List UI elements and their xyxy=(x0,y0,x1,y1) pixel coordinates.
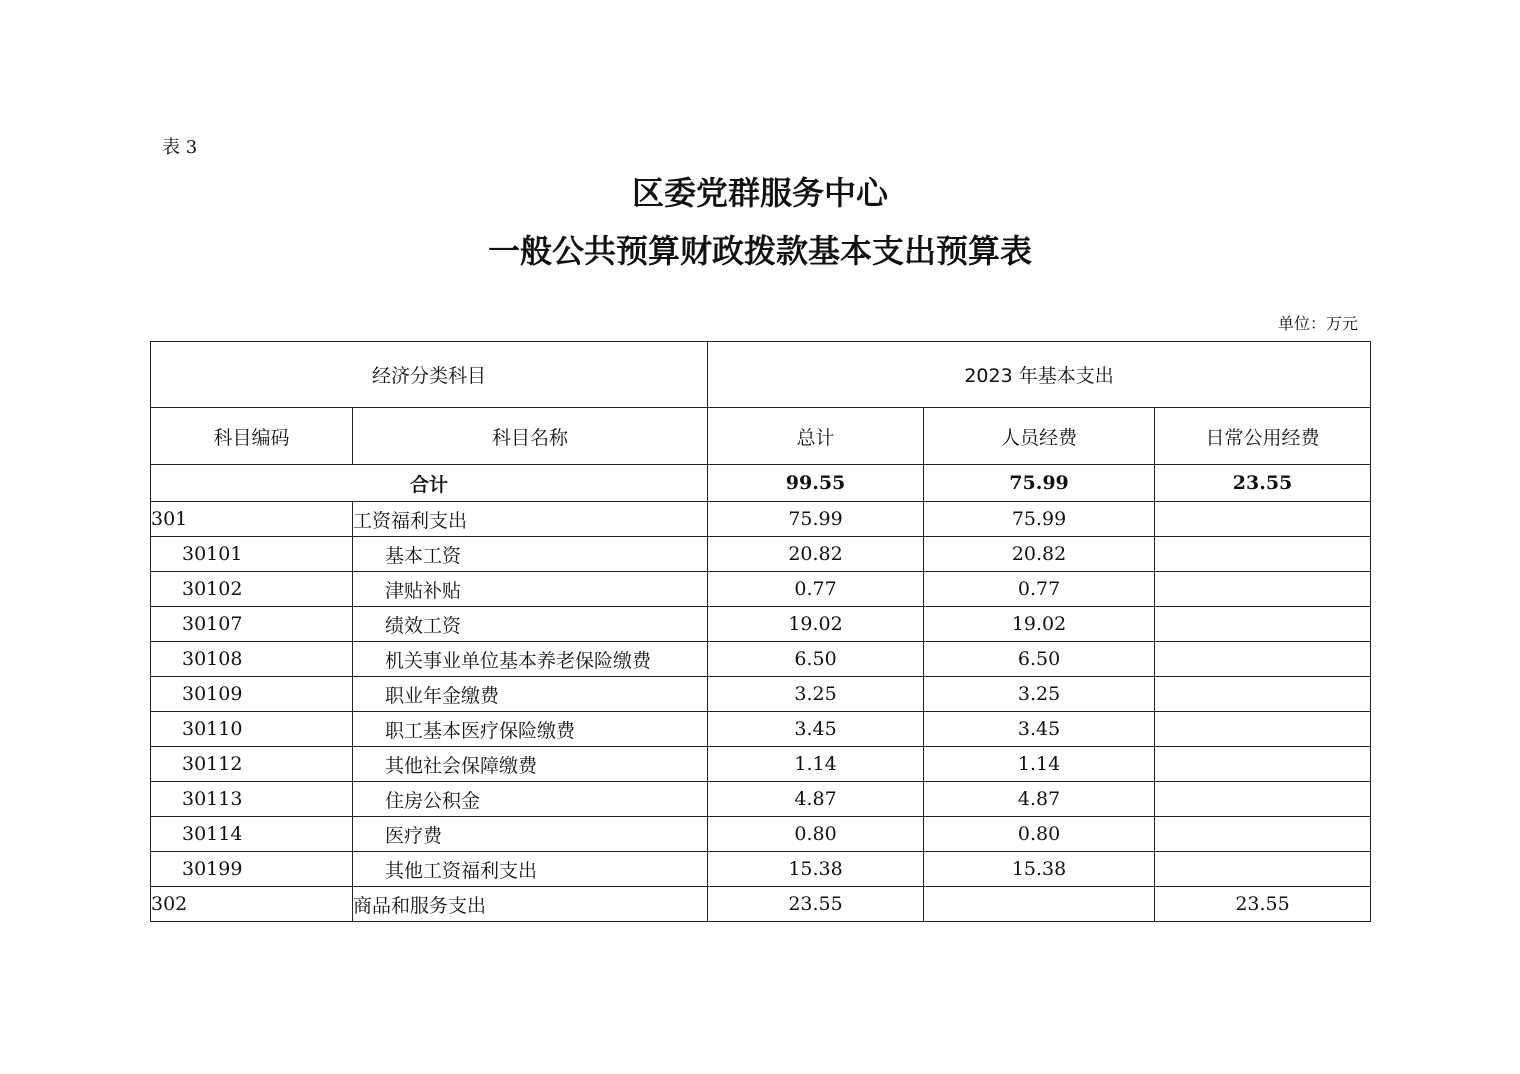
personnel-cell: 0.80 xyxy=(924,817,1155,852)
table-row xyxy=(151,537,1371,572)
total-cell: 6.50 xyxy=(708,642,924,677)
total-row xyxy=(151,465,1371,502)
table-number: 表 3 xyxy=(162,137,198,158)
personnel-cell: 4.87 xyxy=(924,782,1155,817)
header-row-columns xyxy=(151,408,1371,465)
subject-code-cell: 30199 xyxy=(151,852,353,887)
personnel-cell: 19.02 xyxy=(924,607,1155,642)
subject-code-cell: 30110 xyxy=(151,712,353,747)
budget-table xyxy=(150,341,1371,922)
table-row xyxy=(151,642,1371,677)
total-cell: 0.77 xyxy=(708,572,924,607)
public-cell: 23.55 xyxy=(1155,887,1371,922)
personnel-cell: 3.45 xyxy=(924,712,1155,747)
subject-code-cell: 302 xyxy=(151,887,353,922)
personnel-cell xyxy=(924,887,1155,922)
subject-code-cell: 30112 xyxy=(151,747,353,782)
total-label: 合计 xyxy=(151,465,708,502)
total-cell: 3.25 xyxy=(708,677,924,712)
subject-code-cell: 30101 xyxy=(151,537,353,572)
subject-code-cell: 30107 xyxy=(151,607,353,642)
total-cell: 4.87 xyxy=(708,782,924,817)
personnel-cell: 1.14 xyxy=(924,747,1155,782)
header-economic-category: 经济分类科目 xyxy=(151,342,708,408)
unit-label: 单位：万元 xyxy=(1277,314,1358,333)
total-public: 23.55 xyxy=(1155,465,1371,502)
table-row xyxy=(151,747,1371,782)
personnel-cell: 6.50 xyxy=(924,642,1155,677)
table-row xyxy=(151,572,1371,607)
public-cell xyxy=(1155,817,1371,852)
subject-name-cell: 职工基本医疗保险缴费 xyxy=(353,712,708,747)
table-row xyxy=(151,677,1371,712)
table-row xyxy=(151,502,1371,537)
document-title-line2: 一般公共预算财政拨款基本支出预算表 xyxy=(487,232,1032,270)
table-row xyxy=(151,852,1371,887)
header-public-expense: 日常公用经费 xyxy=(1155,408,1371,465)
personnel-cell: 15.38 xyxy=(924,852,1155,887)
public-cell xyxy=(1155,537,1371,572)
header-basic-expenditure-2023: 2023 年基本支出 xyxy=(708,342,1371,408)
subject-name-cell: 商品和服务支出 xyxy=(353,887,708,922)
total-cell: 20.82 xyxy=(708,537,924,572)
header-subject-code: 科目编码 xyxy=(151,408,353,465)
subject-name-cell: 其他工资福利支出 xyxy=(353,852,708,887)
total-cell: 23.55 xyxy=(708,887,924,922)
subject-code-cell: 30102 xyxy=(151,572,353,607)
total-cell: 75.99 xyxy=(708,502,924,537)
table-row xyxy=(151,607,1371,642)
total-cell: 0.80 xyxy=(708,817,924,852)
total-total: 99.55 xyxy=(708,465,924,502)
subject-name-cell: 津贴补贴 xyxy=(353,572,708,607)
header-subject-name: 科目名称 xyxy=(353,408,708,465)
subject-code-cell: 30114 xyxy=(151,817,353,852)
subject-name-cell: 绩效工资 xyxy=(353,607,708,642)
subject-code-cell: 30108 xyxy=(151,642,353,677)
total-personnel: 75.99 xyxy=(924,465,1155,502)
personnel-cell: 20.82 xyxy=(924,537,1155,572)
total-cell: 19.02 xyxy=(708,607,924,642)
table-row xyxy=(151,712,1371,747)
header-row-group xyxy=(151,342,1371,408)
public-cell xyxy=(1155,852,1371,887)
personnel-cell: 0.77 xyxy=(924,572,1155,607)
total-cell: 3.45 xyxy=(708,712,924,747)
public-cell xyxy=(1155,642,1371,677)
subject-name-cell: 其他社会保障缴费 xyxy=(353,747,708,782)
subject-name-cell: 工资福利支出 xyxy=(353,502,708,537)
subject-name-cell: 医疗费 xyxy=(353,817,708,852)
total-cell: 15.38 xyxy=(708,852,924,887)
public-cell xyxy=(1155,677,1371,712)
table-row xyxy=(151,782,1371,817)
public-cell xyxy=(1155,747,1371,782)
subject-code-cell: 30109 xyxy=(151,677,353,712)
public-cell xyxy=(1155,712,1371,747)
header-total: 总计 xyxy=(708,408,924,465)
public-cell xyxy=(1155,782,1371,817)
public-cell xyxy=(1155,572,1371,607)
subject-name-cell: 机关事业单位基本养老保险缴费 xyxy=(353,642,708,677)
public-cell xyxy=(1155,502,1371,537)
subject-name-cell: 住房公积金 xyxy=(353,782,708,817)
document-title-line1: 区委党群服务中心 xyxy=(631,174,888,212)
table-row xyxy=(151,887,1371,922)
subject-name-cell: 职业年金缴费 xyxy=(353,677,708,712)
header-personnel-expense: 人员经费 xyxy=(924,408,1155,465)
subject-name-cell: 基本工资 xyxy=(353,537,708,572)
public-cell xyxy=(1155,607,1371,642)
total-cell: 1.14 xyxy=(708,747,924,782)
personnel-cell: 3.25 xyxy=(924,677,1155,712)
personnel-cell: 75.99 xyxy=(924,502,1155,537)
subject-code-cell: 301 xyxy=(151,502,353,537)
subject-code-cell: 30113 xyxy=(151,782,353,817)
table-row xyxy=(151,817,1371,852)
